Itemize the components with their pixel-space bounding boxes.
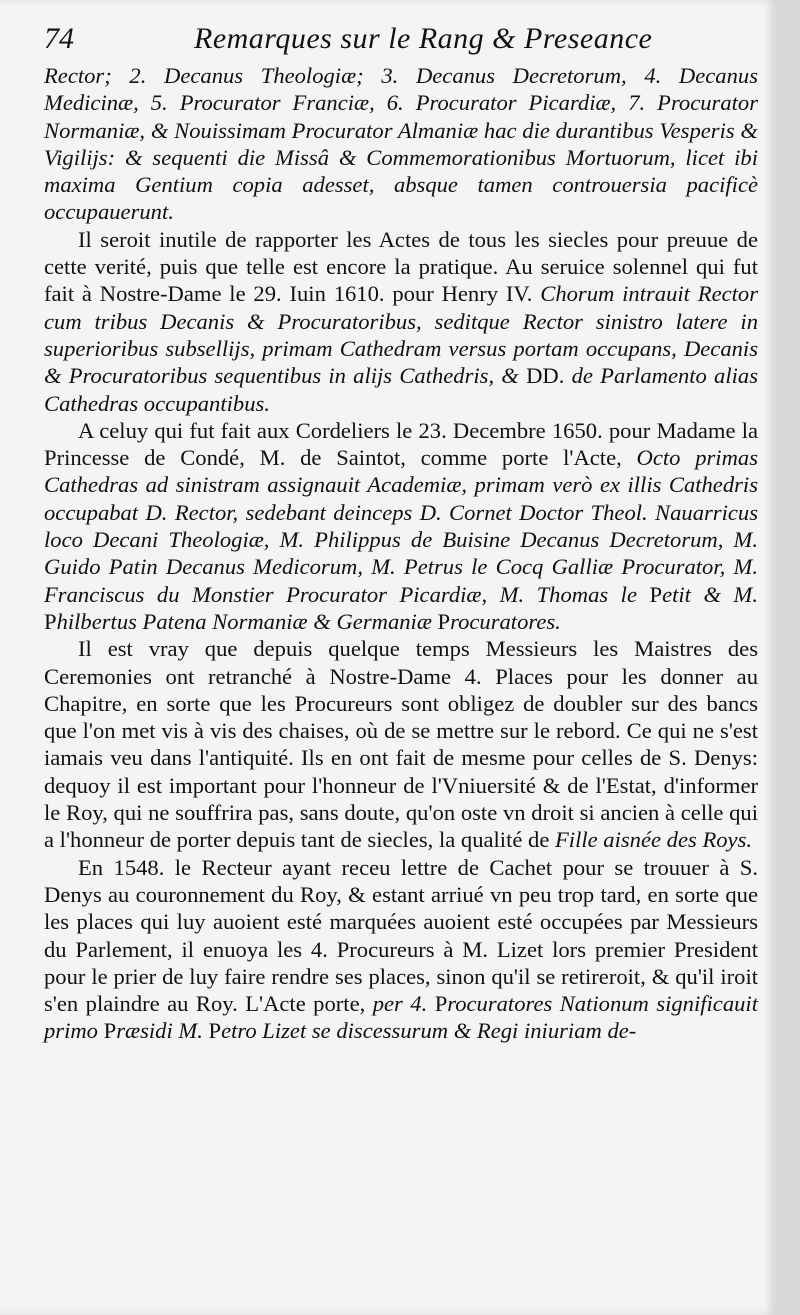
- text-segment: P: [44, 608, 57, 634]
- italic-text-segment: Chorum intrauit Rector cum tribus Decanis & Procuratoribus, seditque Rector sinistro latere in superioribus subsellijs, primam Cathedram versus portam occupans, Decanis & Procuratoribus sequentibus in alijs Cathedris, &: [44, 281, 758, 389]
- paragraph: [44, 635, 758, 853]
- italic-text-segment: rocuratores Nationum significauit primo: [44, 991, 758, 1044]
- page-number: 74: [44, 22, 74, 55]
- text-segment: En 1548. le Recteur ayant receu lettre de Cachet pour se trouuer à S. Denys au couronnement du Roy, & estant arriué vn peu trop tard, en sorte que les places qui luy auoient esté marquées auoient esté occupées par Messieurs du Parlement, il enuoya les 4. Procureurs à M. Lizet lors premier President pour le prier de luy faire rendre ses places, sinon qu'il se retireroit, & qu'il iroit s'en plaindre au Roy. L'Acte porte,: [44, 854, 758, 1017]
- page-body-text: [44, 62, 758, 1045]
- italic-text-segment: Octo primas Cathedras ad sinistram assignauit Academiæ, primam verò ex illis Cathedris occupabat D. Rector, sedebant deinceps D. Cornet Doctor Theol. Nauarricus loco Decani Theologiæ, M. Philippus de Buisine Decanus Decretorum, M. Guido Patin Decanus Medicorum, M. Petrus le Cocq Galliæ Procurator, M. Franciscus du Monstier Procurator Picardiæ, M. Thomas le: [44, 445, 758, 607]
- italic-text-segment: rocuratores.: [450, 608, 561, 634]
- text-segment: Il seroit inutile de rapporter les Actes de tous les siecles pour preuue de cette verité, puis que telle est encore la pratique. Au seruice solennel qui fut fait à Nostre-Dame le 29. Iuin 1610. pour Henry IV.: [44, 226, 758, 307]
- paragraph: [44, 226, 758, 417]
- italic-text-segment: ræsidi M.: [116, 1018, 209, 1044]
- italic-text-segment: hilbertus Patena Normaniæ & Germaniæ: [56, 608, 438, 634]
- italic-text-segment: per 4.: [372, 991, 435, 1017]
- italic-text-segment: etit & M.: [662, 581, 759, 607]
- text-segment: A celuy qui fut fait aux Cordeliers le 23. Decembre 1650. pour Madame la Princesse de Condé, M. de Saintot, comme porte l'Acte,: [44, 417, 758, 471]
- text-segment: P: [103, 1018, 117, 1044]
- paragraph: [44, 417, 758, 635]
- paragraph: [44, 854, 758, 1045]
- text-segment: P: [649, 581, 663, 607]
- italic-text-segment: Fille aisnée des Roys.: [555, 827, 753, 853]
- italic-text-segment: Rector; 2. Decanus Theologiæ; 3. Decanus Decretorum, 4. Decanus Medicinæ, 5. Procurator Franciæ, 6. Procurator Picardiæ, 7. Procurator Normaniæ, & Nouissimam Procurator Almaniæ hac die durantibus Vesperis & Vigilijs: & sequenti die Missâ & Commemorationibus Mortuorum, licet ibi maxima Gentium copia adesset, absque tamen controuersia pacificè occupauerunt.: [44, 63, 758, 225]
- running-title: Remarques sur le Rang & Preseance: [194, 22, 653, 55]
- paragraph: [44, 62, 758, 226]
- text-segment: Il est vray que depuis quelque temps Messieurs les Maistres des Ceremonies ont retranché à Nostre-Dame 4. Places pour les donner au Chapitre, en sorte que les Procureurs sont obligez de doubler sur des bancs que l'on met vis à vis des chaises, où de se mettre sur le rebord. Ce qui ne s'est iamais veu dans l'antiquité. Ils en ont fait de mesme pour celles de S. Denys: dequoy il est important pour l'honneur de l'Vniuersité & de l'Estat, d'informer le Roy, qui ne souffrira pas, sans doute, qu'on oste vn droit si ancien à celle qui a l'honneur de porter depuis tant de siecles, la qualité de: [44, 636, 758, 853]
- text-segment: P: [437, 608, 451, 634]
- italic-text-segment: etro Lizet se discessurum & Regi iniuriam de-: [221, 1018, 637, 1044]
- text-segment: P: [434, 991, 448, 1017]
- text-segment: P: [208, 1018, 222, 1044]
- italic-text-segment: de Parlamento alias Cathedras occupantibus.: [44, 363, 758, 416]
- text-segment: DD.: [526, 363, 565, 389]
